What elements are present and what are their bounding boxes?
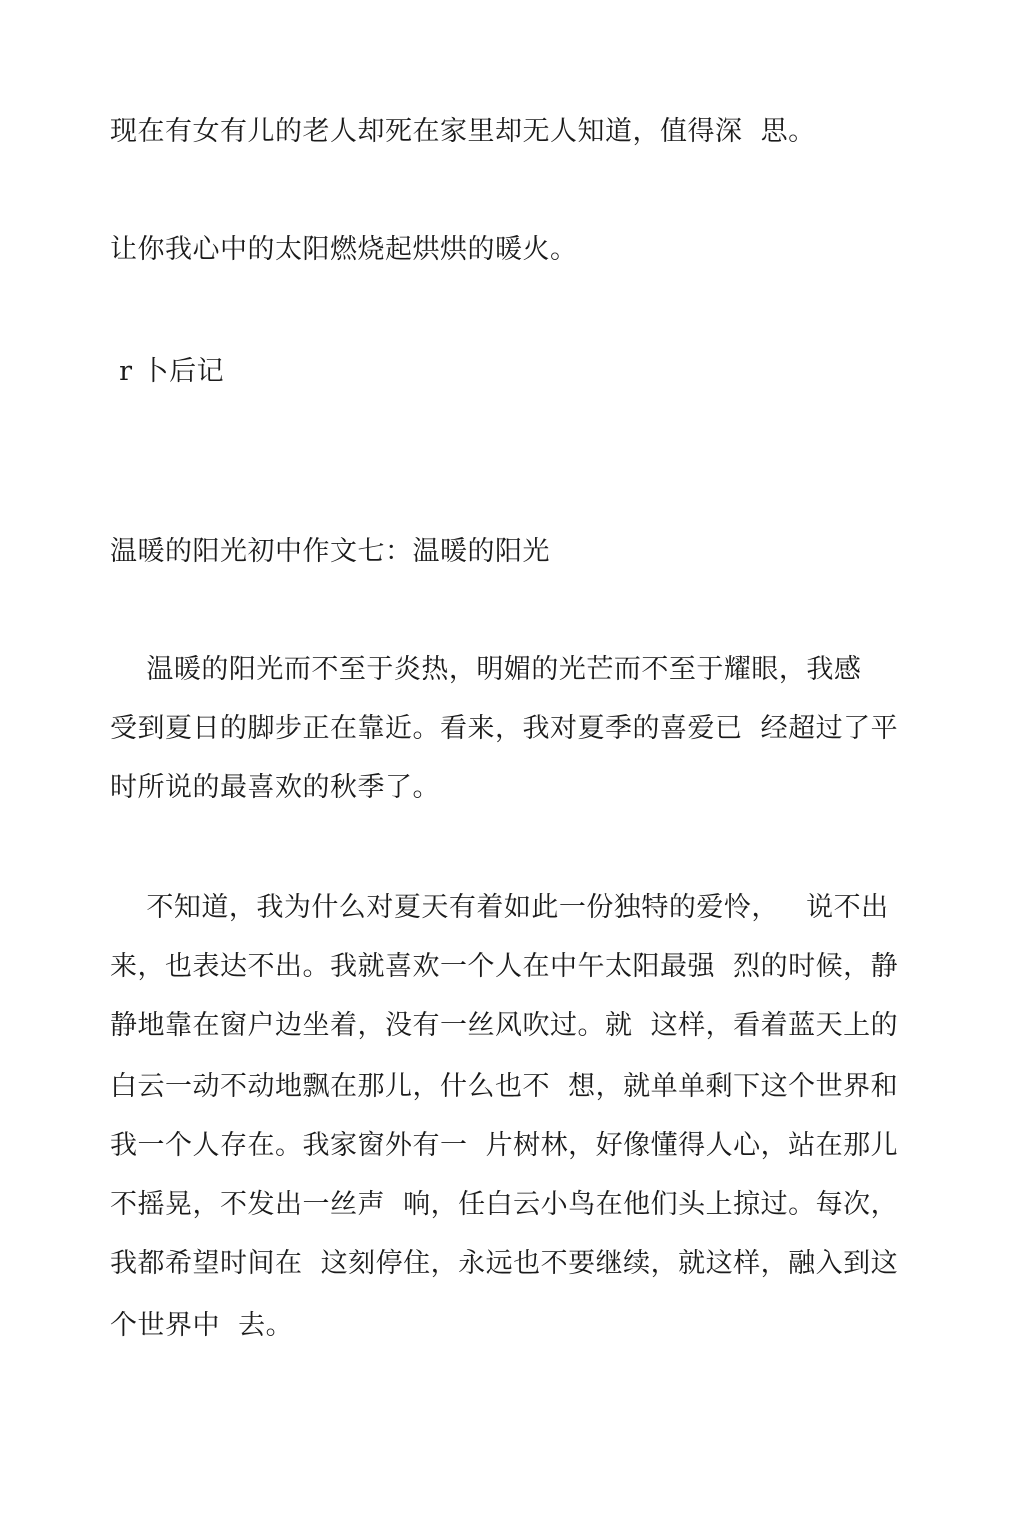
- text-line: 现在有女有儿的老人却死在家里却无人知道，值得深 思。: [110, 116, 816, 147]
- text-line: 不知道，我为什么对夏天有着如此一份独特的爱怜， 说不出: [110, 892, 889, 923]
- text-line: 我一个人存在。我家窗外有一 片树林，好像懂得人心，站在那儿: [110, 1130, 899, 1161]
- section-heading: 温暖的阳光初中作文七：温暖的阳光: [110, 536, 550, 567]
- text-line: 我都希望时间在 这刻停住，永远也不要继续，就这样，融入到这: [110, 1248, 899, 1279]
- text-line: 不摇晃，不发出一丝声 响，任白云小鸟在他们头上掠过。每次，: [110, 1189, 899, 1220]
- text-line: 受到夏日的脚步正在靠近。看来，我对夏季的喜爱已 经超过了平: [110, 713, 899, 744]
- text-line: 白云一动不动地飘在那儿，什么也不 想，就单单剩下这个世界和: [110, 1071, 899, 1102]
- text-line: r 卜后记: [110, 356, 225, 387]
- text-line: 个世界中 去。: [110, 1310, 294, 1341]
- text-line: 温暖的阳光而不至于炎热，明媚的光芒而不至于耀眼，我感: [110, 654, 862, 685]
- text-line: 时所说的最喜欢的秋季了。: [110, 772, 440, 803]
- text-line: 来，也表达不出。我就喜欢一个人在中午太阳最强 烈的时候，静: [110, 951, 899, 982]
- text-line: 让你我心中的太阳燃烧起烘烘的暖火。: [110, 234, 578, 265]
- text-line: 静地靠在窗户边坐着，没有一丝风吹过。就 这样，看着蓝天上的: [110, 1010, 899, 1041]
